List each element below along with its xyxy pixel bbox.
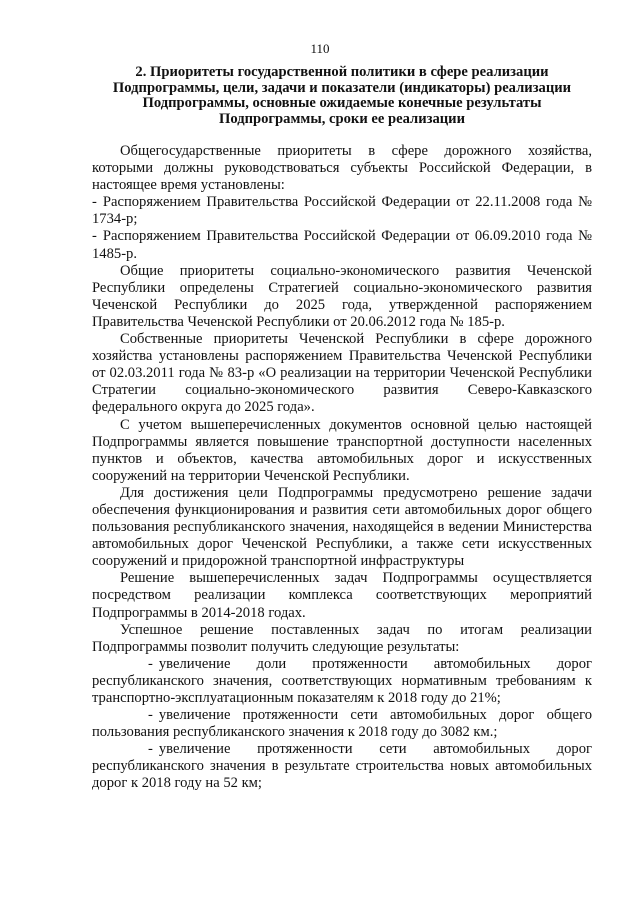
paragraph-main-goal: С учетом вышеперечисленных документов основной целью настоящей Подпрограммы является повышение транспортной доступности населенных пунктов и объектов, качества автомобильных дорог и искусственных сооружений на территории Чеченской Республики.	[92, 416, 592, 484]
list-item-text: увеличение протяженности сети автомобильных дорог республиканского значения в результате строительства новых автомобильных дорог к 2018 году на 52 км;	[92, 741, 592, 792]
document-body	[92, 143, 592, 793]
section-title	[92, 65, 592, 127]
result-item-new-roads	[92, 741, 592, 792]
title-line-4: Подпрограммы, сроки ее реализации	[218, 110, 465, 127]
result-item-network-length	[92, 707, 592, 741]
paragraph-implementation: Решение вышеперечисленных задач Подпрограммы осуществляется посредством реализации комплекса соответствующих мероприятий Подпрограммы в 2014-2018 годах.	[92, 570, 592, 621]
paragraph-own-priorities: Собственные приоритеты Чеченской Республики в сфере дорожного хозяйства установлены распоряжением Правительства Чеченской Республики от 02.03.2011 года № 83-р «О реализации на территории Чеченской Республики Стратегии социально-экономического развития Северо-Кавказского федерального округа до 2025 года».	[92, 331, 592, 416]
list-item-decree-1734	[92, 194, 592, 228]
dash-marker: -	[148, 707, 153, 724]
result-item-share	[92, 656, 592, 707]
dash-marker: -	[148, 741, 153, 758]
page-number: 110	[310, 41, 330, 56]
paragraph-tasks: Для достижения цели Подпрограммы предусмотрено решение задачи обеспечения функционирования и развития сети автомобильных дорог общего пользования республиканского значения, находящейся в ведении Министерства автомобильных дорог Чеченской Республики, а также сети искусственных сооружений и придорожной транспортной инфраструктуры	[92, 484, 592, 570]
title-line-1: 2. Приоритеты государственной политики в сфере реализации	[135, 64, 549, 80]
title-line-2: Подпрограммы, цели, задачи и показатели (индикаторы) реализации	[112, 79, 572, 96]
dash-marker: -	[92, 228, 97, 245]
paragraph-general-priorities: Общие приоритеты социально-экономического развития Чеченской Республики определены Стратегией социально-экономического развития Чеченской Республики до 2025 года, утвержденной распоряжением Правительства Чеченской Республики от 20.06.2012 года № 185-р.	[92, 262, 592, 330]
list-item-text: Распоряжением Правительства Российской Федерации от 22.11.2008 года № 1734-р;	[92, 194, 592, 228]
paragraph-priorities-intro: Общегосударственные приоритеты в сфере дорожного хозяйства, которыми должны руководствоваться субъекты Российской Федерации, в настоящее время установлены:	[92, 143, 592, 194]
paragraph-expected-results: Успешное решение поставленных задач по итогам реализации Подпрограммы позволит получить следующие результаты:	[92, 621, 592, 655]
list-item-decree-1485	[92, 228, 592, 262]
list-item-text: увеличение протяженности сети автомобильных дорог общего пользования республиканского значения к 2018 году до 3082 км.;	[92, 707, 592, 741]
dash-marker: -	[92, 194, 97, 211]
list-item-text: увеличение доли протяженности автомобильных дорог республиканского значения, соответствующих нормативным требованиям к транспортно-эксплуатационным показателям к 2018 году до 21%;	[92, 655, 592, 706]
dash-marker: -	[148, 655, 153, 672]
list-item-text: Распоряжением Правительства Российской Федерации от 06.09.2010 года № 1485-р.	[92, 228, 592, 262]
title-line-3: Подпрограммы, основные ожидаемые конечные результаты	[142, 95, 542, 111]
